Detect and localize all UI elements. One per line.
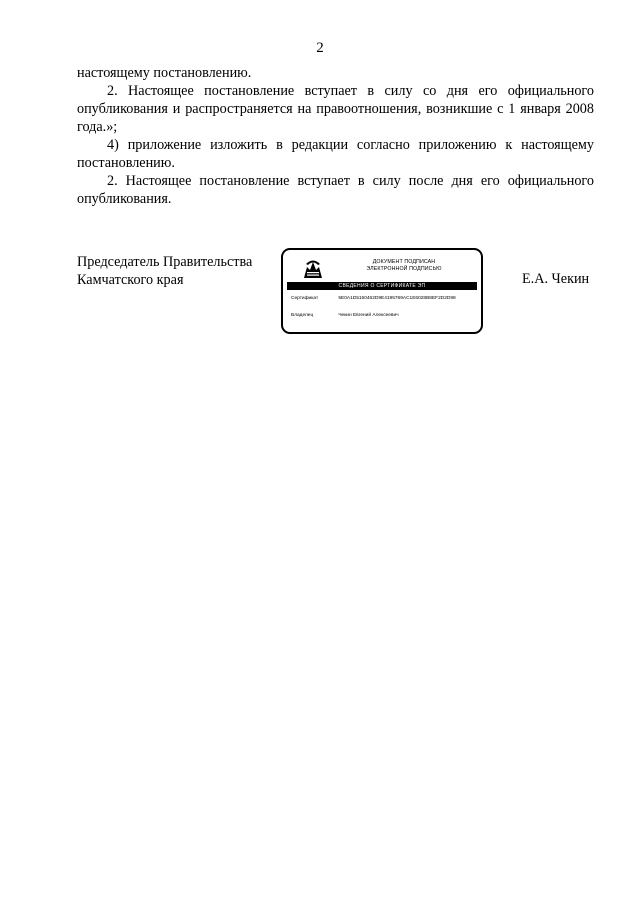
- certificate-value: 5E0A1D5150462D9E4195769AC1E6028B8EF2D2D98: [338, 296, 456, 301]
- document-body: [77, 64, 594, 208]
- electronic-signature-stamp: [281, 248, 483, 334]
- signer-title-line2: Камчатского края: [77, 272, 184, 288]
- signer-title: [77, 253, 252, 289]
- paragraph-effective-date-2: 2. Настоящее постановление вступает в силу после дня его официального опубликования.: [77, 173, 594, 207]
- owner-value: Чекин Евгений Алексеевич: [338, 313, 399, 318]
- paragraph-effective-date-1: 2. Настоящее постановление вступает в силу со дня его официального опубликования и распространяется на правоотношения, возникшие с 1 января 2008 года.»;: [77, 83, 594, 135]
- stamp-owner-row: [291, 313, 479, 319]
- owner-label: Владелец: [291, 313, 314, 318]
- stamp-header-line2: ЭЛЕКТРОННОЙ ПОДПИСЬЮ: [366, 266, 442, 272]
- stamp-certificate-row: [291, 296, 479, 302]
- page-number: 2: [316, 40, 324, 56]
- signer-name: Е.А. Чекин: [522, 271, 590, 287]
- signer-title-line1: Председатель Правительства: [77, 254, 253, 270]
- paragraph-continuation: настоящему постановлению.: [77, 65, 252, 81]
- coat-of-arms-icon: [302, 258, 324, 279]
- stamp-header: [327, 259, 481, 273]
- paragraph-appendix: 4) приложение изложить в редакции согласно приложению к настоящему постановлению.: [77, 137, 594, 171]
- stamp-certificate-bar: СВЕДЕНИЯ О СЕРТИФИКАТЕ ЭП: [287, 282, 477, 290]
- certificate-label: Сертификат: [291, 296, 319, 301]
- stamp-header-line1: ДОКУМЕНТ ПОДПИСАН: [372, 259, 436, 265]
